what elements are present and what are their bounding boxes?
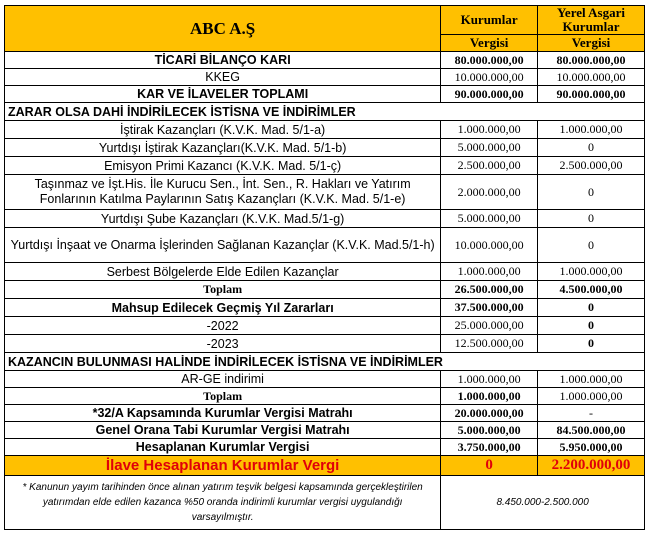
row-label: Yurtdışı İştirak Kazançları(K.V.K. Mad. 5/1-b): [5, 139, 441, 157]
row-yakv-value: 0: [537, 335, 644, 353]
table-row: [5, 281, 645, 299]
row-yakv-value: 0: [537, 139, 644, 157]
row-kv-value: 5.000.000,00: [441, 139, 538, 157]
row-yakv-value: 0: [537, 317, 644, 335]
row-label: İştirak Kazançları (K.V.K. Mad. 5/1-a): [5, 121, 441, 139]
row-yakv-value: 10.000.000,00: [537, 69, 644, 86]
row-yakv-value: 1.000.000,00: [537, 263, 644, 281]
row-kv-value: 10.000.000,00: [441, 69, 538, 86]
table-row: [5, 299, 645, 317]
row-kv-value: 2.500.000,00: [441, 157, 538, 175]
header-kv-bottom: Vergisi: [441, 35, 538, 52]
section-header-row: [5, 353, 645, 371]
section-header-row: [5, 103, 645, 121]
final-row: [5, 456, 645, 476]
row-yakv-value: 1.000.000,00: [537, 121, 644, 139]
table-row: [5, 335, 645, 353]
section-title: ZARAR OLSA DAHİ İNDİRİLECEK İSTİSNA VE İNDİRİMLER: [5, 103, 645, 121]
row-yakv-value: 1.000.000,00: [537, 371, 644, 388]
row-yakv-value: 0: [537, 228, 644, 263]
row-label: *32/A Kapsamında Kurumlar Vergisi Matrahı: [5, 405, 441, 422]
row-kv-value: 1.000.000,00: [441, 371, 538, 388]
company-title: ABC A.Ş: [5, 6, 441, 52]
table-row: [5, 388, 645, 405]
row-yakv-value: 90.000.000,00: [537, 86, 644, 103]
row-yakv-value: 4.500.000,00: [537, 281, 644, 299]
row-kv-value: 10.000.000,00: [441, 228, 538, 263]
row-yakv-value: 0: [537, 299, 644, 317]
table-row: [5, 69, 645, 86]
row-label: Serbest Bölgelerde Elde Edilen Kazançlar: [5, 263, 441, 281]
row-kv-value: 20.000.000,00: [441, 405, 538, 422]
row-kv-value: 25.000.000,00: [441, 317, 538, 335]
table-row: [5, 263, 645, 281]
row-yakv-value: 5.950.000,00: [537, 439, 644, 456]
row-kv-value: 26.500.000,00: [441, 281, 538, 299]
row-kv-value: 90.000.000,00: [441, 86, 538, 103]
table-row: [5, 86, 645, 103]
row-kv-value: 3.750.000,00: [441, 439, 538, 456]
header-yakv-top: Yerel Asgari Kurumlar: [537, 6, 644, 35]
row-kv-value: 5.000.000,00: [441, 210, 538, 228]
row-kv-value: 1.000.000,00: [441, 263, 538, 281]
row-label: TİCARİ BİLANÇO KARI: [5, 52, 441, 69]
row-kv-value: 1.000.000,00: [441, 388, 538, 405]
table-row: [5, 439, 645, 456]
row-yakv-value: 2.500.000,00: [537, 157, 644, 175]
row-label: Toplam: [5, 388, 441, 405]
final-yakv-value: 2.200.000,00: [537, 456, 644, 476]
row-label: Hesaplanan Kurumlar Vergisi: [5, 439, 441, 456]
row-yakv-value: -: [537, 405, 644, 422]
row-label: AR-GE indirimi: [5, 371, 441, 388]
table-row: [5, 52, 645, 69]
table-row: [5, 405, 645, 422]
row-yakv-value: 1.000.000,00: [537, 388, 644, 405]
table-row: [5, 317, 645, 335]
row-yakv-value: 84.500.000,00: [537, 422, 644, 439]
section-title: KAZANCIN BULUNMASI HALİNDE İNDİRİLECEK İSTİSNA VE İNDİRİMLER: [5, 353, 645, 371]
row-label: Taşınmaz ve İşt.His. İle Kurucu Sen., İnt. Sen., R. Hakları ve Yatırım Fonlarının Katılma Paylarının Satış Kazançları (K.V.K. Mad. 5/1-e): [5, 175, 441, 210]
table-row: [5, 175, 645, 210]
final-label: İlave Hesaplanan Kurumlar Vergi: [5, 456, 441, 476]
row-kv-value: 80.000.000,00: [441, 52, 538, 69]
table-row: [5, 371, 645, 388]
header-kv-top: Kurumlar: [441, 6, 538, 35]
row-label: Toplam: [5, 281, 441, 299]
row-kv-value: 2.000.000,00: [441, 175, 538, 210]
table-row: [5, 121, 645, 139]
header-yakv-bottom: Vergisi: [537, 35, 644, 52]
row-label: Yurtdışı İnşaat ve Onarma İşlerinden Sağlanan Kazançlar (K.V.K. Mad.5/1-h): [5, 228, 441, 263]
table-row: [5, 157, 645, 175]
row-label: Emisyon Primi Kazancı (K.V.K. Mad. 5/1-ç): [5, 157, 441, 175]
row-label: Mahsup Edilecek Geçmiş Yıl Zararları: [5, 299, 441, 317]
table-row: [5, 422, 645, 439]
row-yakv-value: 0: [537, 175, 644, 210]
row-kv-value: 37.500.000,00: [441, 299, 538, 317]
row-yakv-value: 80.000.000,00: [537, 52, 644, 69]
row-kv-value: 12.500.000,00: [441, 335, 538, 353]
row-label: -2022: [5, 317, 441, 335]
row-label: KKEG: [5, 69, 441, 86]
row-kv-value: 5.000.000,00: [441, 422, 538, 439]
footnote-value: 8.450.000-2.500.000: [441, 476, 645, 530]
row-kv-value: 1.000.000,00: [441, 121, 538, 139]
row-label: Yurtdışı Şube Kazançları (K.V.K. Mad.5/1-g): [5, 210, 441, 228]
tax-table: [4, 5, 645, 530]
row-yakv-value: 0: [537, 210, 644, 228]
row-label: KAR VE İLAVELER TOPLAMI: [5, 86, 441, 103]
footnote: * Kanunun yayım tarihinden önce alınan yatırım teşvik belgesi kapsamında gerçekleştirilen yatırımdan elde edilen kazanca %50 oranda indirimli kurumlar vergisi uygulandığı varsayılmıştır.: [5, 476, 441, 530]
table-row: [5, 139, 645, 157]
final-kv-value: 0: [441, 456, 538, 476]
table-row: [5, 210, 645, 228]
note-row: [5, 476, 645, 530]
row-label: Genel Orana Tabi Kurumlar Vergisi Matrahı: [5, 422, 441, 439]
row-label: -2023: [5, 335, 441, 353]
table-row: [5, 228, 645, 263]
